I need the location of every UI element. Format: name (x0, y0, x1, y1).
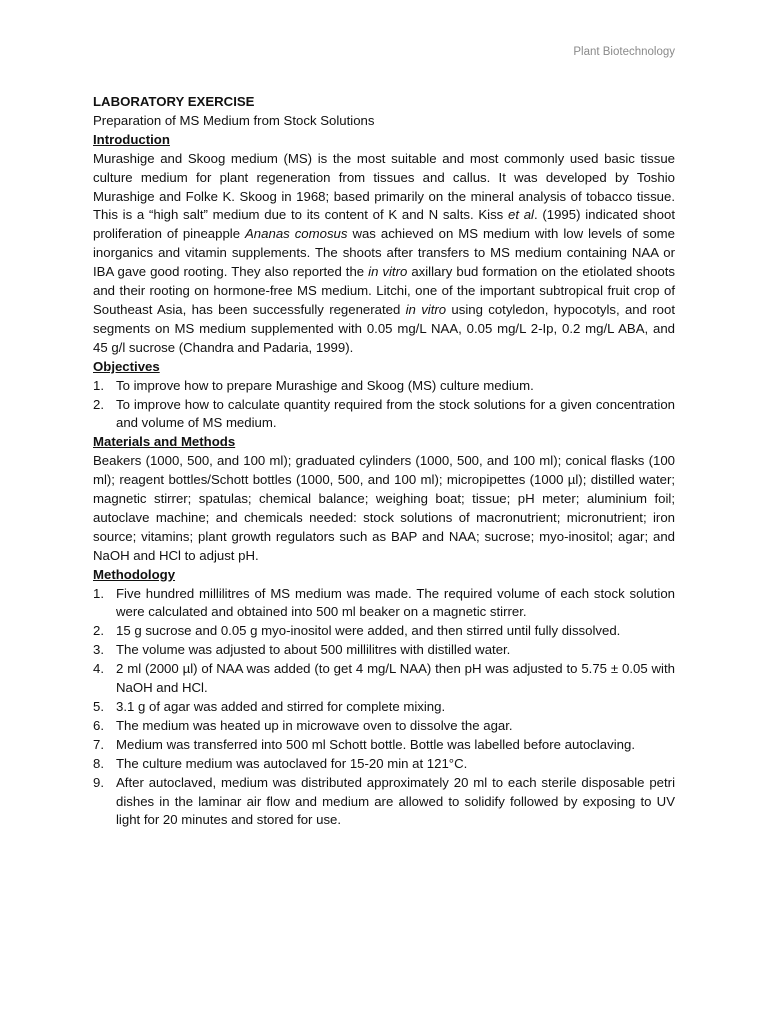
list-item (93, 585, 675, 623)
list-number: 5. (93, 699, 104, 714)
list-item (93, 736, 675, 755)
intro-text-1: Murashige and Skoog medium (MS) is the most suitable and most commonly used basic tissue culture medium for plant regeneration from tissues and callus. It was developed by Toshio Murashige and Folke K. Skoog in 1968; based primarily on the mineral analysis of tobacco tissue. This is a “high salt” medium due to its content of K and N salts. Kiss (93, 150, 675, 223)
running-header: Plant Biotechnology (573, 46, 675, 58)
list-text: 2 ml (2000 µl) of NAA was added (to get 4 mg/L NAA) then pH was adjusted to 5.75 ± 0.05 with NaOH and HCl. (116, 661, 675, 696)
list-text: 15 g sucrose and 0.05 g myo-inositol were added, and then stirred until fully dissolved. (116, 623, 621, 639)
objectives-heading: Objectives (93, 358, 160, 374)
intro-text-5: using cotyledon, hypocotyls, and root segments on MS medium supplemented with 0.05 mg/L NAA, 0.05 mg/L 2-Ip, 0.2 mg/L ABA, and 45 g/l sucrose (Chandra and Padaria, 1999). (93, 301, 675, 355)
list-text: To improve how to calculate quantity required from the stock solutions for a given concentration and volume of MS medium. (116, 396, 675, 431)
list-number: 6. (93, 717, 104, 733)
materials-heading: Materials and Methods (93, 434, 236, 450)
list-text: After autoclaved, medium was distributed approximately 20 ml to each sterile disposable petri dishes in the laminar air flow and medium are allowed to solidify followed by exposing to UV light for 20 minutes and stored for use. (116, 774, 675, 828)
list-number: 1. (93, 585, 104, 601)
list-number: 9. (93, 774, 104, 790)
intro-text-3: was achieved on MS medium with low levels of some inorganics and vitamin supplements. The shoots after transfers to MS medium containing NAA or IBA gave good rooting. They also reported the (93, 226, 675, 280)
list-number: 4. (93, 661, 104, 677)
list-text: Five hundred millilitres of MS medium was made. The required volume of each stock solution were calculated and obtained into 500 ml beaker on a magnetic stirrer. (116, 585, 675, 620)
list-item (93, 717, 675, 736)
document-body (93, 93, 675, 830)
intro-species: Ananas comosus (245, 226, 348, 242)
list-text: 3.1 g of agar was added and stirred for complete mixing. (116, 699, 446, 714)
doc-title: LABORATORY EXERCISE (93, 94, 255, 109)
list-number: 8. (93, 755, 104, 771)
intro-text-2: . (1995) indicated shoot proliferation of pineapple (93, 207, 675, 242)
list-number: 7. (93, 736, 104, 752)
list-item (93, 377, 675, 396)
list-text: The volume was adjusted to about 500 millilitres with distilled water. (116, 642, 511, 658)
list-number: 2. (93, 623, 104, 639)
list-text: The culture medium was autoclaved for 15-20 min at 121°C. (116, 755, 468, 771)
intro-etal: et al (507, 207, 534, 223)
methodology-heading: Methodology (93, 566, 176, 582)
introduction-heading: Introduction (93, 131, 170, 147)
list-text: To improve how to prepare Murashige and Skoog (MS) culture medium. (116, 377, 534, 393)
list-number: 3. (93, 642, 104, 658)
list-item (93, 396, 675, 434)
doc-subtitle: Preparation of MS Medium from Stock Solutions (93, 112, 375, 128)
list-item (93, 698, 675, 717)
list-item (93, 660, 675, 698)
materials-paragraph: Beakers (1000, 500, and 100 ml); graduated cylinders (1000, 500, and 100 ml); conical flasks (100 ml); reagent bottles/Schott bottles (1000, 500, and 100 ml); micropipettes (1000 µl); distilled water; magnetic stirrer; spatulas; chemical balance; weighing boat; tissue; pH meter; aluminium foil; autoclave machine; and chemicals needed: stock solutions of macronutrient; micronutrient; iron source; vitamins; plant growth regulators such as BAP and NAA; sucrose; myo-inositol; agar; and NaOH and HCl to adjust pH. (93, 453, 675, 563)
list-text: Medium was transferred into 500 ml Schott bottle. Bottle was labelled before autoclaving. (116, 736, 635, 752)
list-item (93, 774, 675, 831)
list-item (93, 755, 675, 774)
list-text: The medium was heated up in microwave oven to dissolve the agar. (116, 717, 513, 733)
intro-text-4: axillary bud formation on the etiolated shoots and their rooting on hormone-free MS medium. Litchi, one of the important subtropical fruit crop of Southeast Asia, has been successfully regenerated (93, 264, 676, 317)
intro-invitro-1: in vitro (368, 264, 408, 280)
intro-invitro-2: in vitro (405, 301, 447, 317)
objectives-list (93, 377, 675, 434)
list-item (93, 622, 675, 641)
methodology-list (93, 585, 675, 831)
list-item (93, 641, 675, 660)
list-number: 1. (93, 377, 104, 393)
list-number: 2. (93, 396, 104, 412)
introduction-paragraph (93, 150, 675, 358)
